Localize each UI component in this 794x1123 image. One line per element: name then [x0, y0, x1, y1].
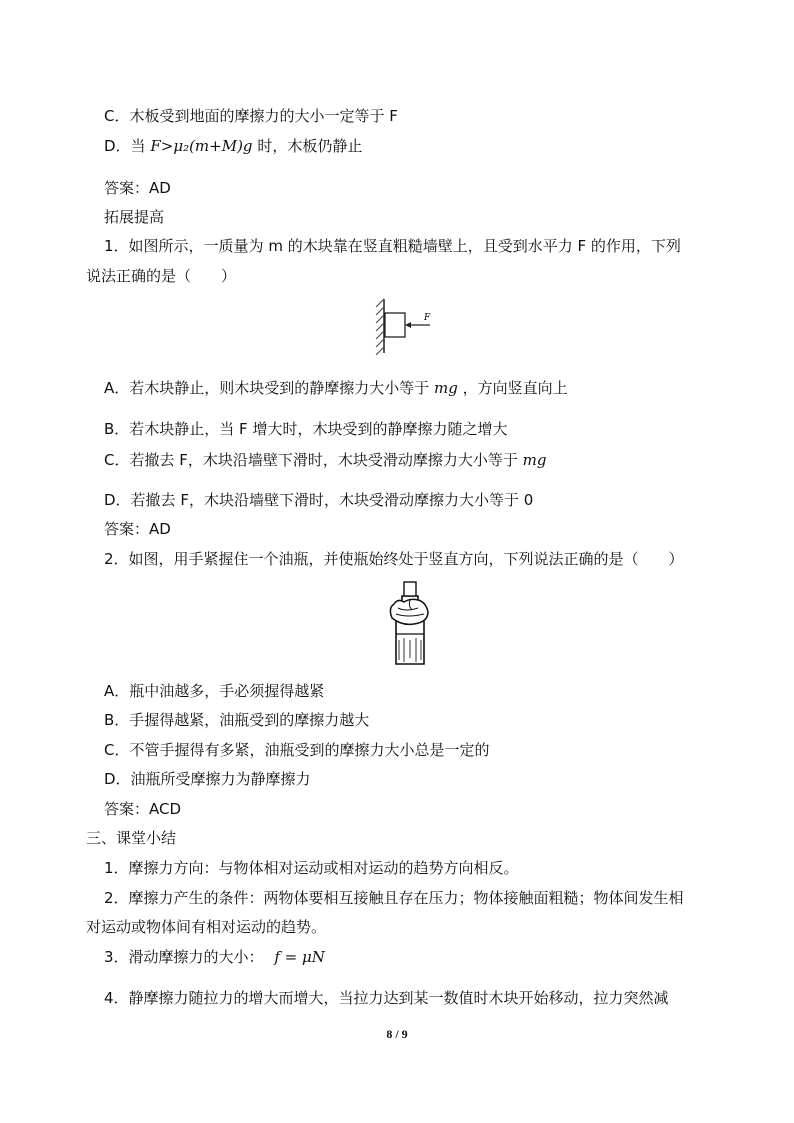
q1-option-d: D．若撤去 F，木块沿墙壁下滑时，木块受滑动摩擦力大小等于 0 [104, 491, 534, 509]
answer-1: 答案：AD [104, 179, 171, 197]
q1-option-c-formula: mg [522, 451, 547, 469]
summary-4: 4．静摩擦力随拉力的增大而增大，当拉力达到某一数值时木块开始移动，拉力突然减 [104, 989, 669, 1007]
answer-3: 答案：ACD [104, 800, 182, 818]
q1-option-a-line [104, 378, 568, 398]
question-2: 2．如图，用手紧握住一个油瓶，并使瓶始终处于竖直方向，下列说法正确的是（ ） [104, 550, 684, 568]
option-d-line [104, 136, 362, 156]
q1-option-c-line [104, 450, 546, 470]
summary-3-formula: f = μN [274, 948, 325, 966]
summary-2-line-1: 2．摩擦力产生的条件：两物体要相互接触且存在压力；物体接触面粗糙；物体间发生相 [104, 889, 684, 907]
wall-hatching [376, 299, 384, 355]
wall-block-figure [372, 297, 434, 355]
option-d-suffix: 时，木板仍静止 [257, 137, 363, 155]
answer-2: 答案：AD [104, 520, 171, 538]
summary-1: 1．摩擦力方向：与物体相对运动或相对运动的趋势方向相反。 [104, 859, 519, 877]
bottle-cap [404, 582, 416, 596]
q1-option-a-formula: mg [434, 379, 458, 397]
option-d-prefix: D．当 [104, 137, 146, 155]
question-1-line-2: 说法正确的是（ ） [86, 267, 237, 285]
q2-option-a: A．瓶中油越多，手必须握得越紧 [104, 682, 325, 700]
force-arrowhead [405, 322, 411, 328]
oil-bottle-hand-figure [384, 578, 436, 668]
option-d-formula: F>μ₂(m+M)g [150, 137, 253, 155]
q1-option-a-suffix: ，方向竖直向上 [462, 379, 568, 397]
summary-3-line [104, 947, 325, 967]
q2-option-d: D．油瓶所受摩擦力为静摩擦力 [104, 770, 311, 788]
question-1-line-1: 1．如图所示，一质量为 m 的木块靠在竖直粗糙墙壁上，且受到水平力 F 的作用，下列 [104, 237, 681, 255]
wooden-block [385, 313, 405, 337]
option-c-text: C．木板受到地面的摩擦力的大小一定等于 F [104, 107, 398, 125]
q1-option-b: B．若木块静止，当 F 增大时，木块受到的静摩擦力随之增大 [104, 420, 508, 438]
force-label: F [424, 313, 431, 323]
page-number: 8 / 9 [386, 1027, 408, 1041]
q1-option-c-prefix: C．若撤去 F，木块沿墙壁下滑时，木块受滑动摩擦力大小等于 [104, 451, 518, 469]
q2-option-b: B．手握得越紧，油瓶受到的摩擦力越大 [104, 711, 370, 729]
section-summary-heading: 三、课堂小结 [86, 829, 177, 847]
section-extension-heading: 拓展提高 [104, 208, 165, 226]
q1-option-a-prefix: A．若木块静止，则木块受到的静摩擦力大小等于 [104, 379, 430, 397]
summary-3-prefix: 3．滑动摩擦力的大小： [104, 948, 264, 966]
summary-2-line-2: 对运动或物体间有相对运动的趋势。 [86, 918, 327, 936]
q2-option-c: C．不管手握得有多紧，油瓶受到的摩擦力大小总是一定的 [104, 741, 490, 759]
